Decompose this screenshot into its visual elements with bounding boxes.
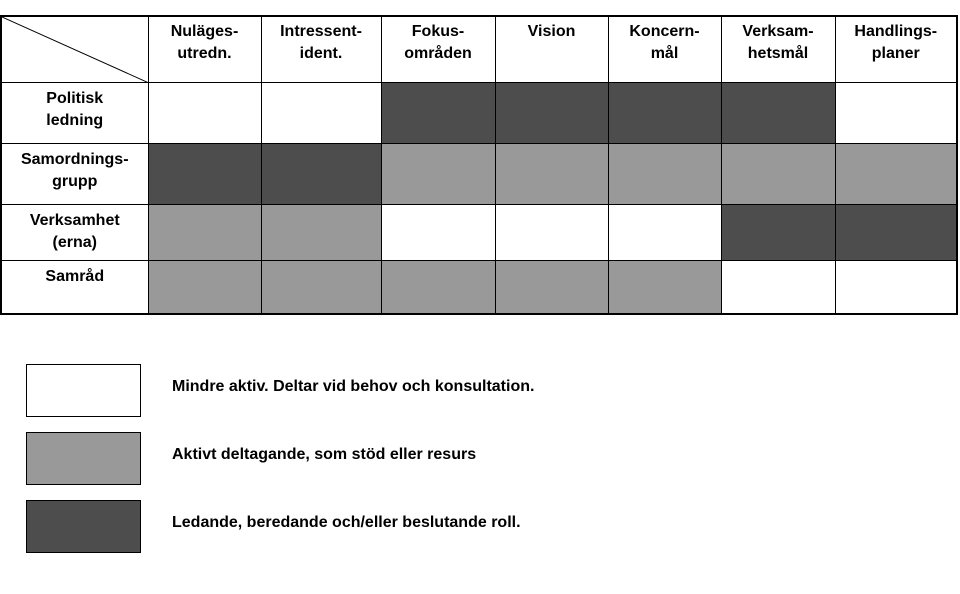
matrix-cell [381, 82, 495, 143]
matrix-cell [148, 143, 261, 204]
matrix-cell [721, 143, 835, 204]
row-header: Politisk ledning [1, 82, 148, 143]
matrix-row [1, 260, 957, 314]
column-header: Vision [495, 16, 608, 82]
row-header: Samråd [1, 260, 148, 314]
matrix-cell [148, 204, 261, 260]
legend-text-white: Mindre aktiv. Deltar vid behov och konsultation. [172, 378, 535, 395]
matrix-cell [608, 82, 721, 143]
row-header: Samordnings- grupp [1, 143, 148, 204]
matrix-cell [721, 82, 835, 143]
matrix-cell [495, 82, 608, 143]
corner-diagonal [2, 17, 149, 83]
legend-text-dark: Ledande, beredande och/eller beslutande roll. [172, 514, 521, 531]
matrix-cell [835, 260, 957, 314]
matrix-cell [381, 260, 495, 314]
column-header: Verksam- hetsmål [721, 16, 835, 82]
matrix-cell [608, 260, 721, 314]
column-header: Nuläges- utredn. [148, 16, 261, 82]
matrix-cell [261, 204, 381, 260]
row-header: Verksamhet (erna) [1, 204, 148, 260]
matrix-row [1, 204, 957, 260]
matrix-row [1, 82, 957, 143]
column-header: Intressent- ident. [261, 16, 381, 82]
legend-swatch-dark [26, 500, 141, 553]
matrix-cell [835, 204, 957, 260]
matrix-cell [495, 260, 608, 314]
matrix-cell [148, 260, 261, 314]
matrix-cell [835, 143, 957, 204]
column-header: Handlings- planer [835, 16, 957, 82]
legend-text-gray: Aktivt deltagande, som stöd eller resurs [172, 446, 477, 463]
matrix-cell [148, 82, 261, 143]
corner-cell [1, 16, 148, 82]
legend-swatch-gray [26, 432, 141, 485]
matrix-cell [381, 143, 495, 204]
matrix-cell [608, 204, 721, 260]
matrix-cell [261, 82, 381, 143]
matrix-cell [261, 260, 381, 314]
matrix-cell [608, 143, 721, 204]
column-header: Fokus- områden [381, 16, 495, 82]
matrix-cell [495, 204, 608, 260]
matrix-cell [721, 204, 835, 260]
matrix-cell [495, 143, 608, 204]
legend-swatch-white [26, 364, 141, 417]
column-header: Koncern- mål [608, 16, 721, 82]
responsibility-matrix [0, 15, 958, 315]
matrix-row [1, 143, 957, 204]
matrix-cell [261, 143, 381, 204]
matrix-cell [721, 260, 835, 314]
matrix-cell [381, 204, 495, 260]
matrix-cell [835, 82, 957, 143]
header-row [1, 16, 957, 82]
